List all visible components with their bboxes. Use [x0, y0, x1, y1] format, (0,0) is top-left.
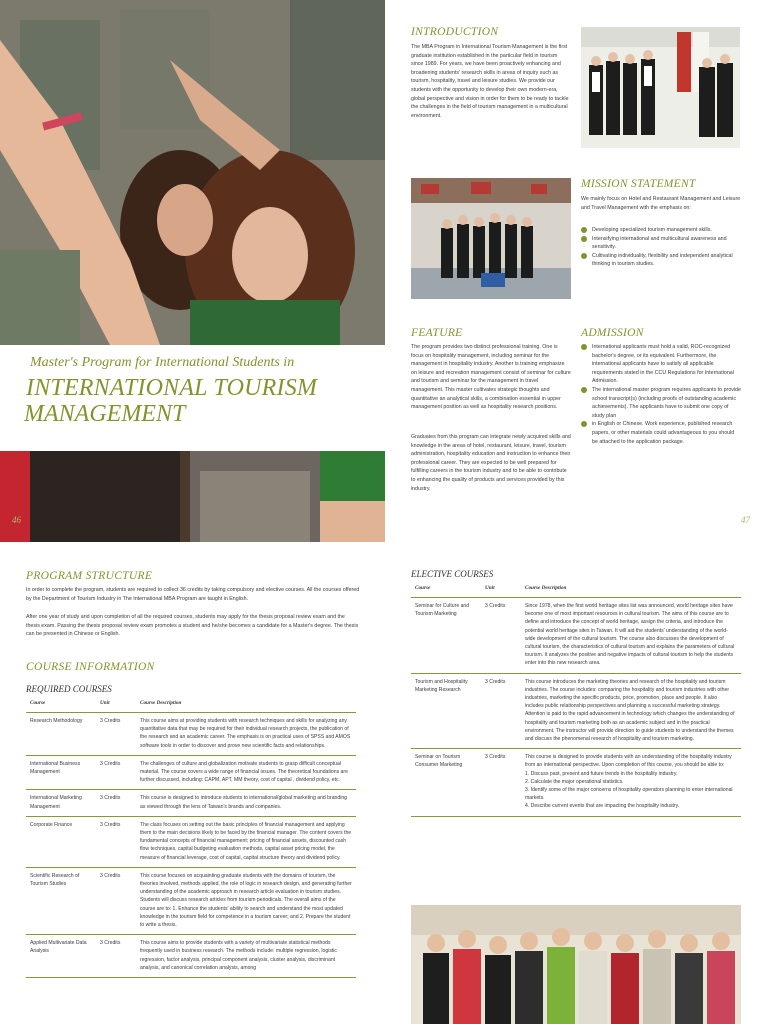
- admission-heading: ADMISSION: [581, 327, 644, 339]
- required-courses-table: [26, 697, 356, 978]
- bullet-icon: [581, 253, 587, 259]
- course-name: Seminar for Culture and Tourism Marketing: [411, 598, 481, 674]
- feature-body-2: Graduates from this program can integrate newly acquired skills and knowledge in the areas of hotel, restaurant, leisure, travel, tourism administration, hospitality education and instruction to enhance their professional career. They are expected to be well prepared for fulfilling careers in the tourism industry and to be able to contribute to enhancing the quality of products and services provided by this industry.: [411, 434, 571, 492]
- intro-photo: [581, 27, 740, 148]
- column-header-unit: Unit: [481, 582, 521, 598]
- list-item: Cultivating individuality, flexibility and independent analytical thinking in tourism studies.: [581, 252, 741, 269]
- program-title-line1: INTERNATIONAL TOURISM: [26, 375, 318, 401]
- title-band: [0, 345, 385, 451]
- list-item: The international master program requires applicants to provide school transcript(s) (including proofs of outstanding academic achievements). The applicants have to submit one copy of study plan: [581, 386, 741, 420]
- page-number-left: 46: [12, 515, 21, 525]
- course-name: Corporate Finance: [26, 816, 96, 867]
- mission-list: [581, 226, 741, 269]
- group-photo: [411, 905, 741, 1024]
- hero-photo: [0, 0, 385, 345]
- program-subtitle: Master's Program for International Students in: [30, 355, 295, 370]
- course-description: This course aims to provide students with a variety of multivariate statistical methods frequently used in business research. The methods include: multiple regression, logistic regression, factor analysis, principal component analysis, cluster analysis, discriminant analysis, and canonical correlation analysis, among: [136, 935, 356, 978]
- course-unit: 3 Credits: [481, 673, 521, 749]
- list-item: in English or Chinese. Work experience, published research papers, or other materials could advantageous to you should be attached to the application package.: [581, 420, 741, 446]
- program-structure-heading: PROGRAM STRUCTURE: [26, 570, 153, 582]
- course-name: Tourism and Hospitality Marketing Research: [411, 673, 481, 749]
- course-unit: 3 Credits: [96, 935, 136, 978]
- feature-body-1: The program provides two distinct professional training. One is focus on hospitality management, including seminar for the management in hospitality industry. Another is training emphasize on leisure and recreation management consist of seminar for culture and tourism and seminar for the management in travel management. This master cultivates strategic thoughts and quantitative an analytical skills, a combination essential in upper management position as well as hospitality research positions.: [411, 344, 571, 411]
- table-row: [26, 816, 356, 867]
- course-description: This course introduces the marketing theories and research of the hospitality and tourism industries. The course includes: comparing the hospitality and tourism industries with other industries, marketing the specific products, price, promotion, place and people. It also includes public relationship perspectives and planning a successful marketing strategy. Attention is paid to the rapid advancement in technology which changes the understanding of hospitality and tourism marketing both as an academic subject and in the practical environment. The instructor will provide direction to guide students to understand the themes and discuss the phenomenal research of hospitality and tourism marketing.: [521, 673, 741, 749]
- course-description: This course aims at providing students with research techniques and skills for analyzing any quantitative data that may be required for their individual research projects, the publication of the research and an academic career. The emphasis is on practical uses of SPSS and AMOS software tools in order to discover and prove new scientific facts and relationships.: [136, 713, 356, 756]
- course-unit: 3 Credits: [96, 816, 136, 867]
- course-name: Seminar on Tourism Consumer Marketing: [411, 749, 481, 816]
- course-name: Applied Multivariate Data Analysis: [26, 935, 96, 978]
- course-information-heading: COURSE INFORMATION: [26, 661, 155, 673]
- table-row: [26, 935, 356, 978]
- course-unit: 3 Credits: [96, 867, 136, 934]
- course-unit: 3 Credits: [96, 713, 136, 756]
- course-unit: 3 Credits: [96, 755, 136, 790]
- course-description: This course is designed to introduce students to international/global marketing and branding as viewed through the lens of Taiwan's brands and companies.: [136, 790, 356, 816]
- table-row: [26, 713, 356, 756]
- mission-intro: We mainly focus on Hotel and Restaurant Management and Leisure and Travel Management with the emphasis on:: [581, 196, 741, 211]
- program-structure-body-2: After one year of study and upon completion of all the required courses, students may apply for the thesis proposal review exam and the thesis exam. Passing the thesis proposal review exam promotes a student and he/she becomes a candidate for a Master's degree. The thesis can be presented in Chinese or English.: [26, 614, 359, 638]
- mission-heading: MISSION STATEMENT: [581, 178, 696, 190]
- course-unit: 3 Credits: [481, 598, 521, 674]
- bullet-icon: [581, 421, 587, 427]
- table-row: [411, 673, 741, 749]
- feature-heading: FEATURE: [411, 327, 463, 339]
- page-number-right: 47: [741, 515, 750, 525]
- column-header-description: Course Description: [521, 582, 741, 598]
- bullet-icon: [581, 227, 587, 233]
- list-item: International applicants must hold a valid, ROC-recognized bachelor's degree, or its equivalent. Furthermore, the international applicants have to satisfy all applicable requirements stated in the CCU Regulations for International Admission.: [581, 343, 741, 386]
- list-item: Developing specialized tourism management skills.: [581, 226, 741, 235]
- column-header-description: Course Description: [136, 697, 356, 713]
- program-title-line2: MANAGEMENT: [24, 401, 186, 427]
- required-courses-heading: REQUIRED COURSES: [26, 684, 112, 694]
- course-unit: 3 Credits: [96, 790, 136, 816]
- introduction-heading: INTRODUCTION: [411, 26, 499, 38]
- course-description: Since 1978, when the first world heritage sites list was announced, world heritage sites have become one of most important resources in cultural tourism. The aims of this course are to define and introduce the concept of world heritage, assign the criteria, and introduce the potential world heritage sites in Taiwan. It will aid the students' understanding of the world-wide development of the cultural tourism. The course also discusses the development of cultural tourism, the characteristics of cultural tourism and explains the parameters of cultural tourism. It analyzes the positive and negative impacts of cultural tourism to help the students enter into this new research area.: [521, 598, 741, 674]
- bullet-icon: [581, 387, 587, 393]
- column-header-course: Course: [411, 582, 481, 598]
- course-description: The class focuses on setting out the basic principles of financial management and applying them to the main decisions likely to be faced by the financial manager. The content covers the fundamental concepts of financial management; pricing of financial assets, discounted cash flow techniques, capital budgeting evaluation methods, capital asset pricing model, the measure of financial leverage, cost of capital, capital structure theory and dividend policy.: [136, 816, 356, 867]
- course-unit: 3 Credits: [481, 749, 521, 816]
- column-header-unit: Unit: [96, 697, 136, 713]
- course-description: This course focuses on acquainting graduate students with the domains of tourism, the theories involved, methods applied, the role of logic in research design, and generating further understanding of the academic approach in research article evaluation in tourism studies. Students will discuss research articles from tourism periodicals. The overall aims of the course are to: 1. Enhance the students' ability to search and understand the most updated knowledge in the tourism field for competence in a tourism career; and 2. Prepare the student to write a thesis.: [136, 867, 356, 934]
- table-row: [411, 598, 741, 674]
- course-name: Scientific Research of Tourism Studies: [26, 867, 96, 934]
- table-row: [26, 867, 356, 934]
- hero-photo-illustration: [0, 0, 385, 345]
- list-item: Intensifying international and multicultural awareness and sensitivity.: [581, 235, 741, 252]
- column-header-course: Course: [26, 697, 96, 713]
- table-row: [26, 755, 356, 790]
- course-description: This course is designed to provide students with an understanding of the hospitality industry from an international perspective. Upon completion of this course, you should be able to: 1. Discuss past, present and future trends in the hospitality industry. 2. Calculate the major operational statistics. 3. Identify some of the major concerns of hospitality operators planning to enter international markets. 4. Describe current events that are impacting the hospitality industry.: [521, 749, 741, 816]
- elective-courses-heading: ELECTIVE COURSES: [411, 569, 494, 579]
- program-structure-body-1: In order to complete the program, students are required to collect 36 credits by taking compulsory and elective courses. All the courses offered by the Department of Tourism Industry in The International MBA Program are taught in English.: [26, 587, 360, 602]
- course-description: The challenges of culture and globalization motivate students to grasp difficult conceptual material. The course covers a wide range of financial issues. The theoretical foundations are further discussed, including: CAPM, APT, MM theory, cost of capital , dividend policy, etc.: [136, 755, 356, 790]
- course-name: International Business Management: [26, 755, 96, 790]
- table-row: [26, 790, 356, 816]
- bullet-icon: [581, 344, 587, 350]
- introduction-body: The MBA Program in International Tourism Management is the first graduate institution established in the particular field in tourism since 1989. For years, we have been proactively enhancing and broadening students' research skills in areas of inquiry such as tourism, hospitality, travel and leisure studies. We provide our students with the opportunity to develop their own modern-era, global perspective and vision in order for them to be ready to tackle the challenges in the field of tourism management in a multicultural environment.: [411, 44, 569, 119]
- course-name: Research Methodology: [26, 713, 96, 756]
- admission-list: [581, 343, 741, 446]
- elective-courses-table: [411, 582, 741, 817]
- course-name: International Marketing Management: [26, 790, 96, 816]
- mission-photo: [411, 178, 571, 299]
- students-photo-strip: [0, 451, 385, 542]
- table-row: [411, 749, 741, 816]
- bullet-icon: [581, 236, 587, 242]
